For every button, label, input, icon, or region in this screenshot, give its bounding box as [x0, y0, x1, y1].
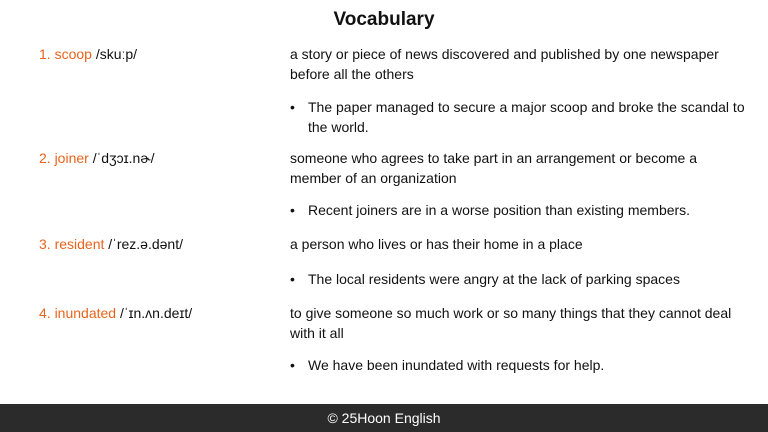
- vocab-example-text: The local residents were angry at the lack of parking spaces: [308, 271, 680, 287]
- vocab-example-text: We have been inundated with requests for help.: [308, 357, 605, 373]
- vocab-pronunciation: /ˈrez.ə.dənt/: [108, 236, 183, 252]
- vocab-definition: someone who agrees to take part in an arrangement or become a member of an organization: [290, 150, 698, 186]
- vocab-example: [290, 97, 752, 137]
- vocab-example: [290, 269, 752, 289]
- vocab-example: [290, 355, 752, 375]
- vocab-definition: a story or piece of news discovered and published by one newspaper before all the others: [290, 46, 719, 82]
- vocab-example: [290, 200, 752, 220]
- vocab-term: [39, 234, 183, 254]
- vocab-example-text: Recent joiners are in a worse position than existing members.: [308, 202, 691, 218]
- vocab-pronunciation: /skuːp/: [95, 46, 138, 62]
- vocab-term: [39, 148, 155, 168]
- page-title: Vocabulary: [333, 9, 435, 30]
- vocab-word: 2. joiner: [39, 150, 89, 166]
- vocab-term: [39, 44, 137, 64]
- vocab-word: 3. resident: [39, 236, 105, 252]
- bullet-icon: •: [290, 99, 295, 115]
- footer-copyright: © 25Hoon English: [0, 404, 768, 432]
- vocab-term: [39, 303, 192, 323]
- vocab-word: 4. inundated: [39, 305, 117, 321]
- vocab-pronunciation: /ˈɪn.ʌn.deɪt/: [119, 305, 193, 321]
- vocab-definition: a person who lives or has their home in a place: [290, 236, 583, 252]
- vocab-pronunciation: /ˈdʒɔɪ.nɚ/: [92, 150, 155, 166]
- vocab-example-text: The paper managed to secure a major scoop and broke the scandal to the world.: [308, 99, 745, 135]
- bullet-icon: •: [290, 202, 295, 218]
- vocab-definition: to give someone so much work or so many things that they cannot deal with it all: [290, 305, 732, 341]
- bullet-icon: •: [290, 357, 295, 373]
- vocab-word: 1. scoop: [39, 46, 92, 62]
- bullet-icon: •: [290, 271, 295, 287]
